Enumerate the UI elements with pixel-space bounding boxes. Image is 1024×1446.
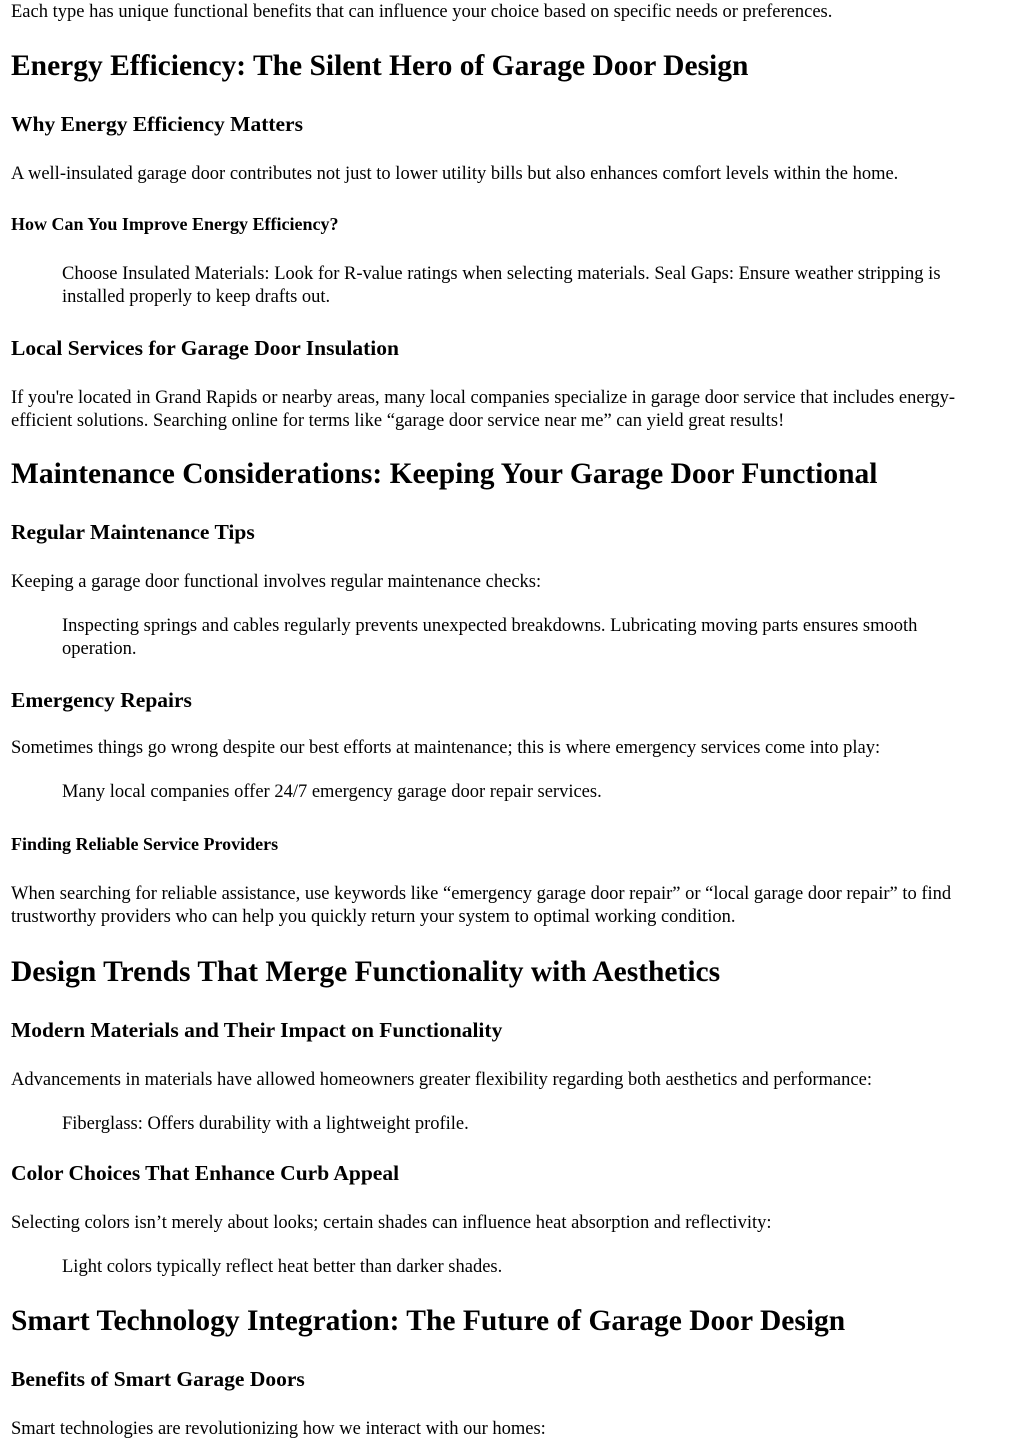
local-insulation-paragraph: If you're located in Grand Rapids or nearby areas, many local companies specialize in garage door service that includes energy-efficient solutions. Searching online for terms like “garage door service near me” can yield great results! — [11, 388, 956, 431]
smart-technology-heading: Smart Technology Integration: The Future of Garage Door Design — [11, 1305, 846, 1337]
improve-efficiency-quote: Choose Insulated Materials: Look for R-value ratings when selecting materials. Seal Gaps: Ensure weather stripping is installed properly to keep drafts out. — [62, 264, 941, 307]
design-trends-heading: Design Trends That Merge Functionality with Aesthetics — [11, 956, 721, 988]
modern-materials-heading: Modern Materials and Their Impact on Functionality — [11, 1018, 503, 1042]
energy-efficiency-heading: Energy Efficiency: The Silent Hero of Garage Door Design — [11, 50, 749, 82]
reliable-providers-paragraph: When searching for reliable assistance, use keywords like “emergency garage door repair” or “local garage door repair” to find trustworthy providers who can help you quickly return your system to optimal working condition. — [11, 884, 952, 927]
color-choices-quote: Light colors typically reflect heat better than darker shades. — [62, 1257, 503, 1277]
maintenance-tips-heading: Regular Maintenance Tips — [11, 520, 255, 544]
smart-benefits-paragraph: Smart technologies are revolutionizing how we interact with our homes: — [11, 1419, 546, 1439]
emergency-repairs-heading: Emergency Repairs — [11, 688, 192, 712]
maintenance-heading: Maintenance Considerations: Keeping Your Garage Door Functional — [11, 458, 878, 490]
color-choices-heading: Color Choices That Enhance Curb Appeal — [11, 1161, 400, 1185]
emergency-repairs-paragraph: Sometimes things go wrong despite our best efforts at maintenance; this is where emergency services come into play: — [11, 738, 881, 758]
color-choices-paragraph: Selecting colors isn’t merely about looks; certain shades can influence heat absorption and reflectivity: — [11, 1213, 772, 1233]
local-insulation-heading: Local Services for Garage Door Insulation — [11, 336, 399, 360]
intro-paragraph: Each type has unique functional benefits that can influence your choice based on specific needs or preferences. — [11, 2, 833, 22]
why-energy-efficiency-heading: Why Energy Efficiency Matters — [11, 112, 303, 136]
modern-materials-paragraph: Advancements in materials have allowed homeowners greater flexibility regarding both aesthetics and performance: — [11, 1070, 872, 1090]
why-energy-efficiency-paragraph: A well-insulated garage door contributes not just to lower utility bills but also enhances comfort levels within the home. — [11, 164, 899, 184]
maintenance-tips-paragraph: Keeping a garage door functional involves regular maintenance checks: — [11, 572, 542, 592]
modern-materials-quote: Fiberglass: Offers durability with a lightweight profile. — [62, 1114, 469, 1134]
reliable-providers-heading: Finding Reliable Service Providers — [11, 834, 279, 854]
emergency-repairs-quote: Many local companies offer 24/7 emergency garage door repair services. — [62, 782, 602, 802]
smart-benefits-heading: Benefits of Smart Garage Doors — [11, 1367, 305, 1391]
improve-efficiency-heading: How Can You Improve Energy Efficiency? — [11, 214, 339, 234]
maintenance-tips-quote: Inspecting springs and cables regularly prevents unexpected breakdowns. Lubricating moving parts ensures smooth operation. — [62, 616, 918, 659]
